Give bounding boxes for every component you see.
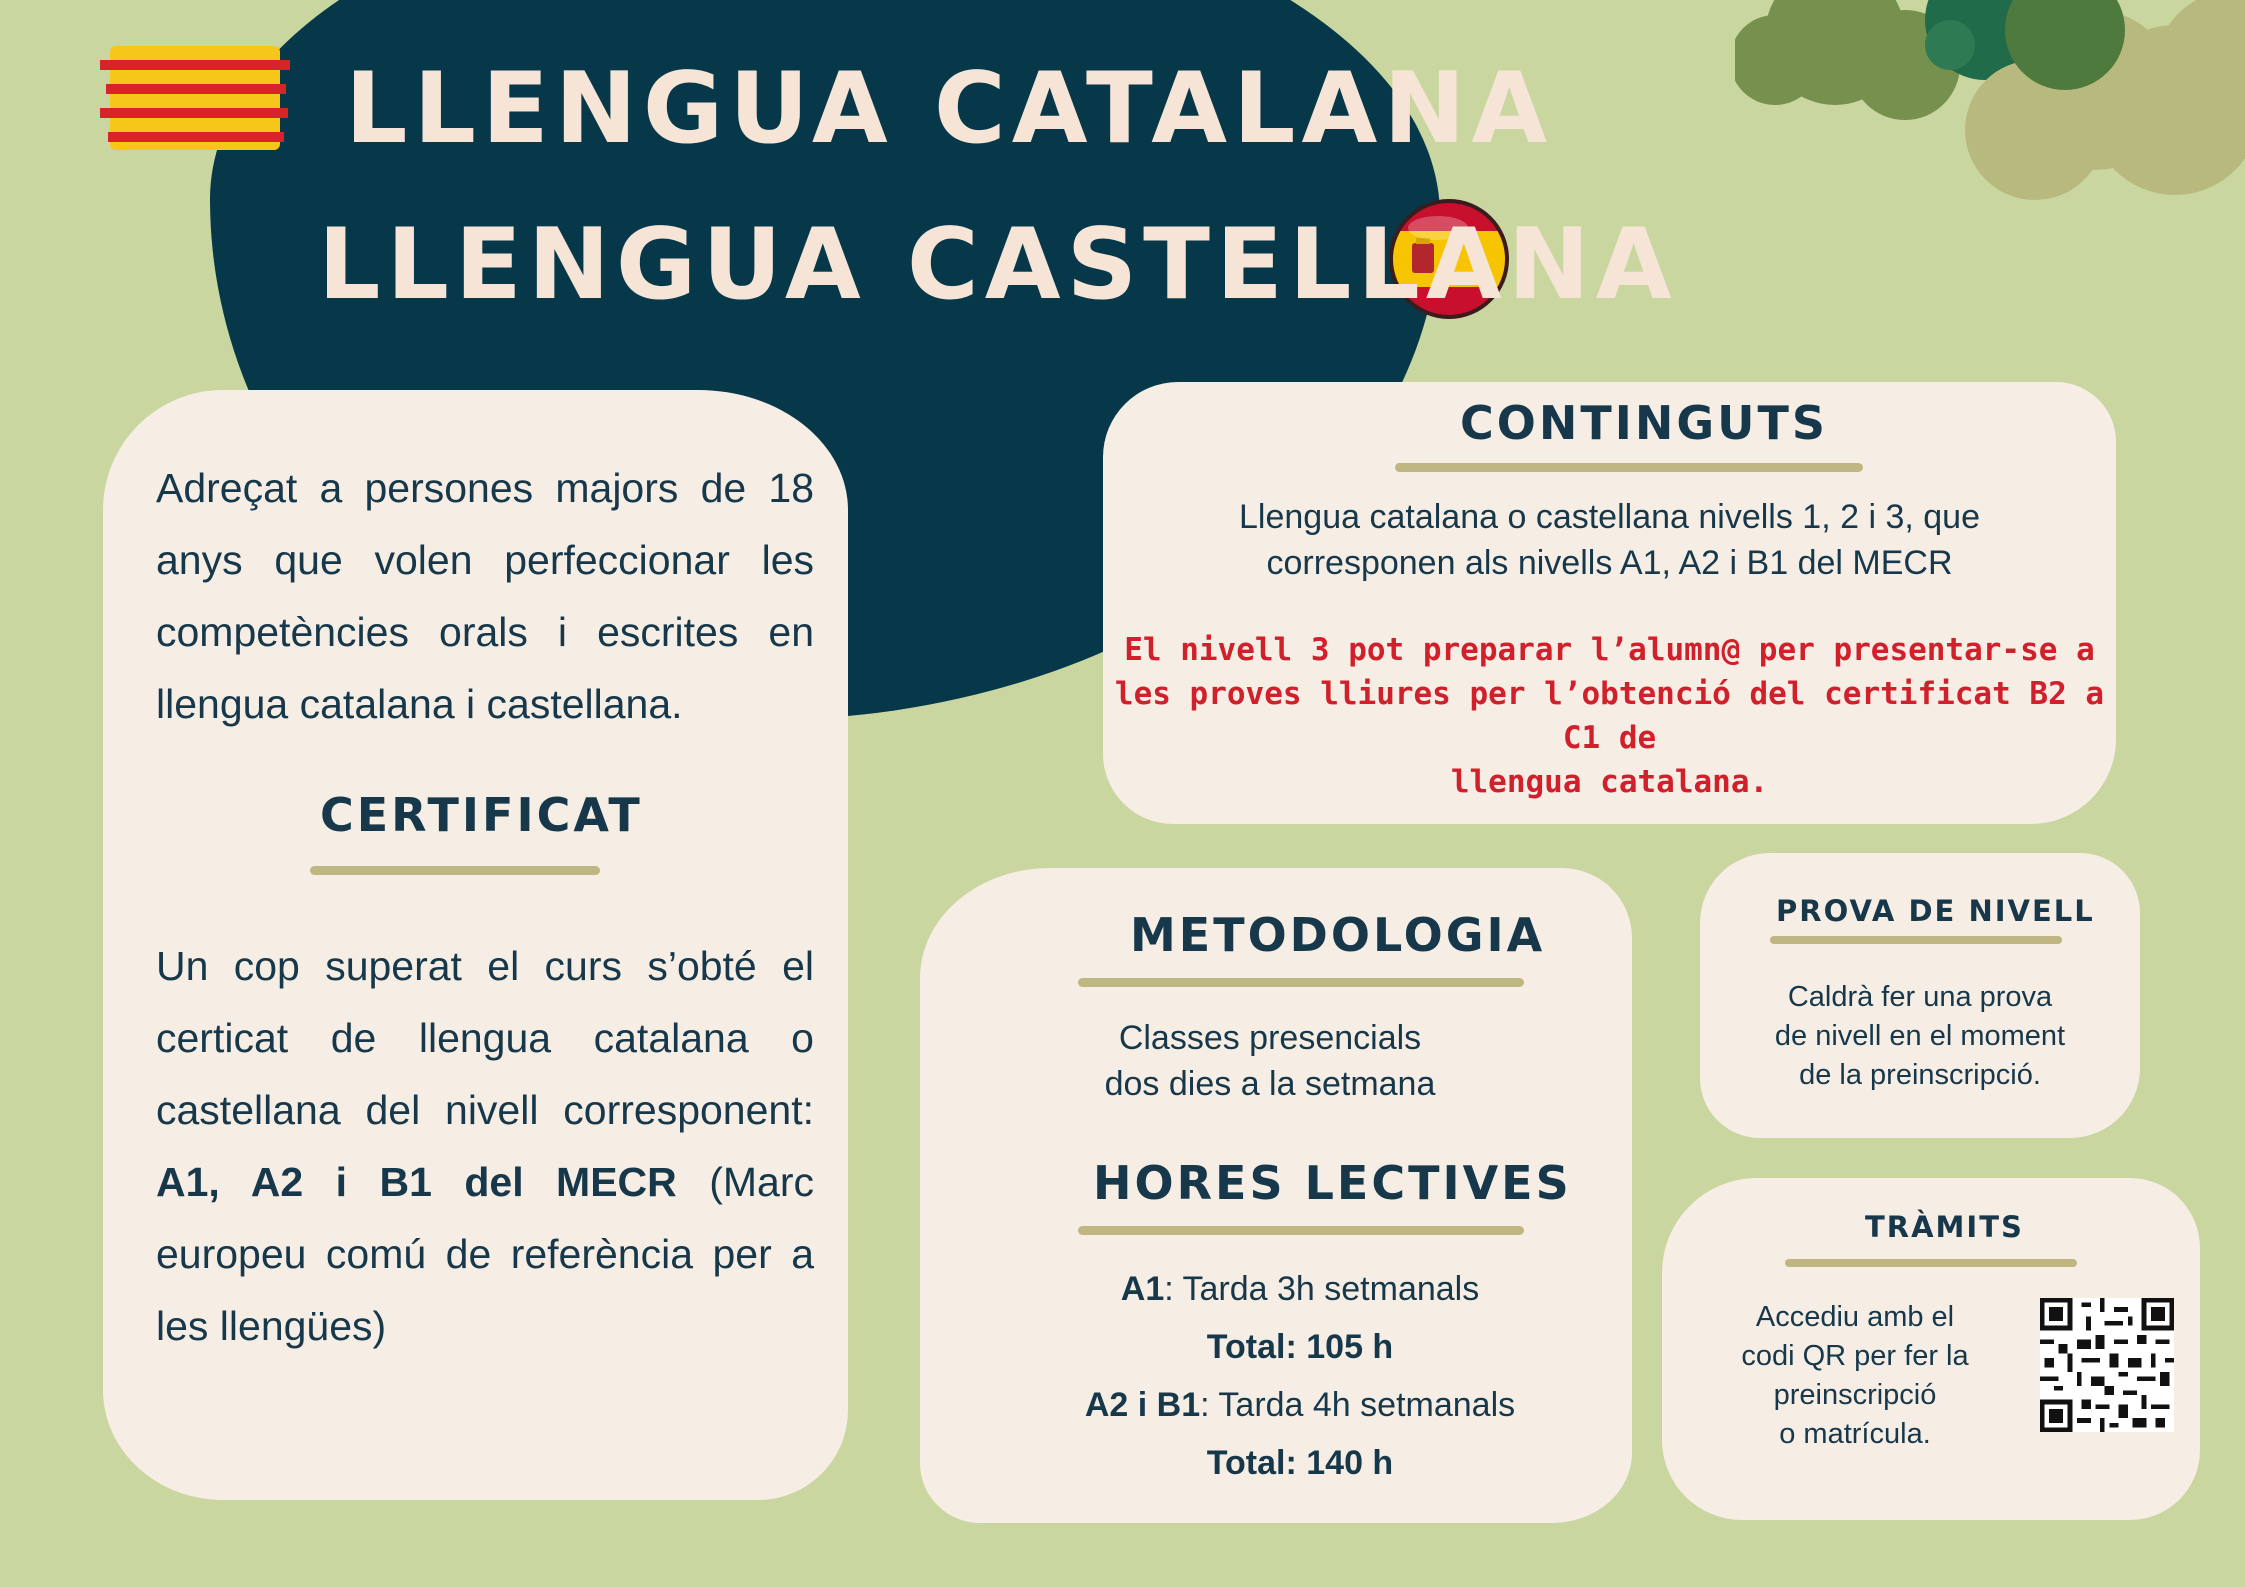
red-line3: llengua catalana.	[1450, 764, 1769, 800]
continguts-text	[1103, 494, 2116, 586]
tramits-underline	[1785, 1259, 2077, 1267]
hores-heading: HORES LECTIVES	[1093, 1156, 1572, 1210]
metodologia-line2: dos dies a la setmana	[1104, 1065, 1436, 1103]
prova-line2: de nivell en el moment	[1774, 1020, 2066, 1052]
hores-a1-label: A1	[1120, 1270, 1165, 1308]
metodologia-heading: METODOLOGIA	[1130, 908, 1546, 962]
metodologia-line1: Classes presencials	[1118, 1019, 1422, 1057]
hores-a2-line	[1040, 1376, 1560, 1434]
continguts-heading: CONTINGUTS	[1460, 396, 1828, 450]
red-line2: les proves lliures per l’obtenció del certificat B2 a C1 de	[1114, 676, 2105, 756]
prova-text	[1740, 978, 2100, 1095]
catalan-flag-icon	[100, 42, 290, 154]
bushes-decoration	[1735, 0, 2245, 200]
certificat-text-part1: Un cop superat el curs s’obté el certicat de llengua catalana o castellana del nivell corresponent:	[156, 943, 814, 1133]
tramits-line3: preinscripció	[1773, 1379, 1937, 1411]
tramits-line2: codi QR per fer la	[1741, 1340, 1969, 1372]
hores-a2-text: : Tarda 4h setmanals	[1200, 1386, 1516, 1424]
certificat-text-part2: (Marc europeu comú de referència per a les llengües)	[156, 1159, 815, 1349]
hores-text	[1040, 1260, 1560, 1492]
continguts-line1: Llengua catalana o castellana nivells 1, 2 i 3, que	[1239, 498, 1980, 536]
hores-a1-line	[1040, 1260, 1560, 1318]
certificat-text	[156, 930, 814, 1362]
intro-text: Adreçat a persones majors de 18 anys que volen perfeccionar les competències orals i escrites en llengua catalana i castellana.	[156, 465, 814, 727]
qr-code-icon[interactable]	[2040, 1298, 2174, 1432]
hores-a2-total: Total: 140 h	[1206, 1444, 1394, 1482]
certificat-heading: CERTIFICAT	[320, 788, 643, 842]
continguts-underline	[1395, 463, 1863, 472]
prova-line1: Caldrà fer una prova	[1787, 981, 2053, 1013]
tramits-line4: o matrícula.	[1779, 1418, 1931, 1450]
red-line1: El nivell 3 pot preparar l’alumn@ per presentar-se a	[1124, 632, 2095, 668]
prova-heading: PROVA DE NIVELL	[1776, 894, 2095, 928]
metodologia-underline	[1078, 978, 1524, 987]
hores-a2-label: A2 i B1	[1084, 1386, 1201, 1424]
continguts-line2: corresponen als nivells A1, A2 i B1 del MECR	[1266, 544, 1953, 582]
metodologia-text	[1060, 1015, 1480, 1107]
tramits-text	[1700, 1298, 2010, 1454]
hores-underline	[1078, 1226, 1524, 1235]
tramits-line1: Accediu amb el	[1755, 1301, 1955, 1333]
title-castellana: LLENGUA CASTELLANA	[318, 208, 1678, 322]
hores-a1-text: : Tarda 3h setmanals	[1164, 1270, 1480, 1308]
certificat-text-bold: A1, A2 i B1 del MECR	[156, 1159, 677, 1205]
prova-line3: de la preinscripció.	[1799, 1059, 2041, 1091]
certificat-underline	[310, 866, 600, 875]
continguts-red-note	[1103, 628, 2116, 804]
hores-a1-total: Total: 105 h	[1206, 1328, 1394, 1366]
title-catalan: LLENGUA CATALANA	[345, 52, 1554, 166]
prova-underline	[1770, 936, 2062, 944]
tramits-heading: TRÀMITS	[1865, 1210, 2024, 1244]
